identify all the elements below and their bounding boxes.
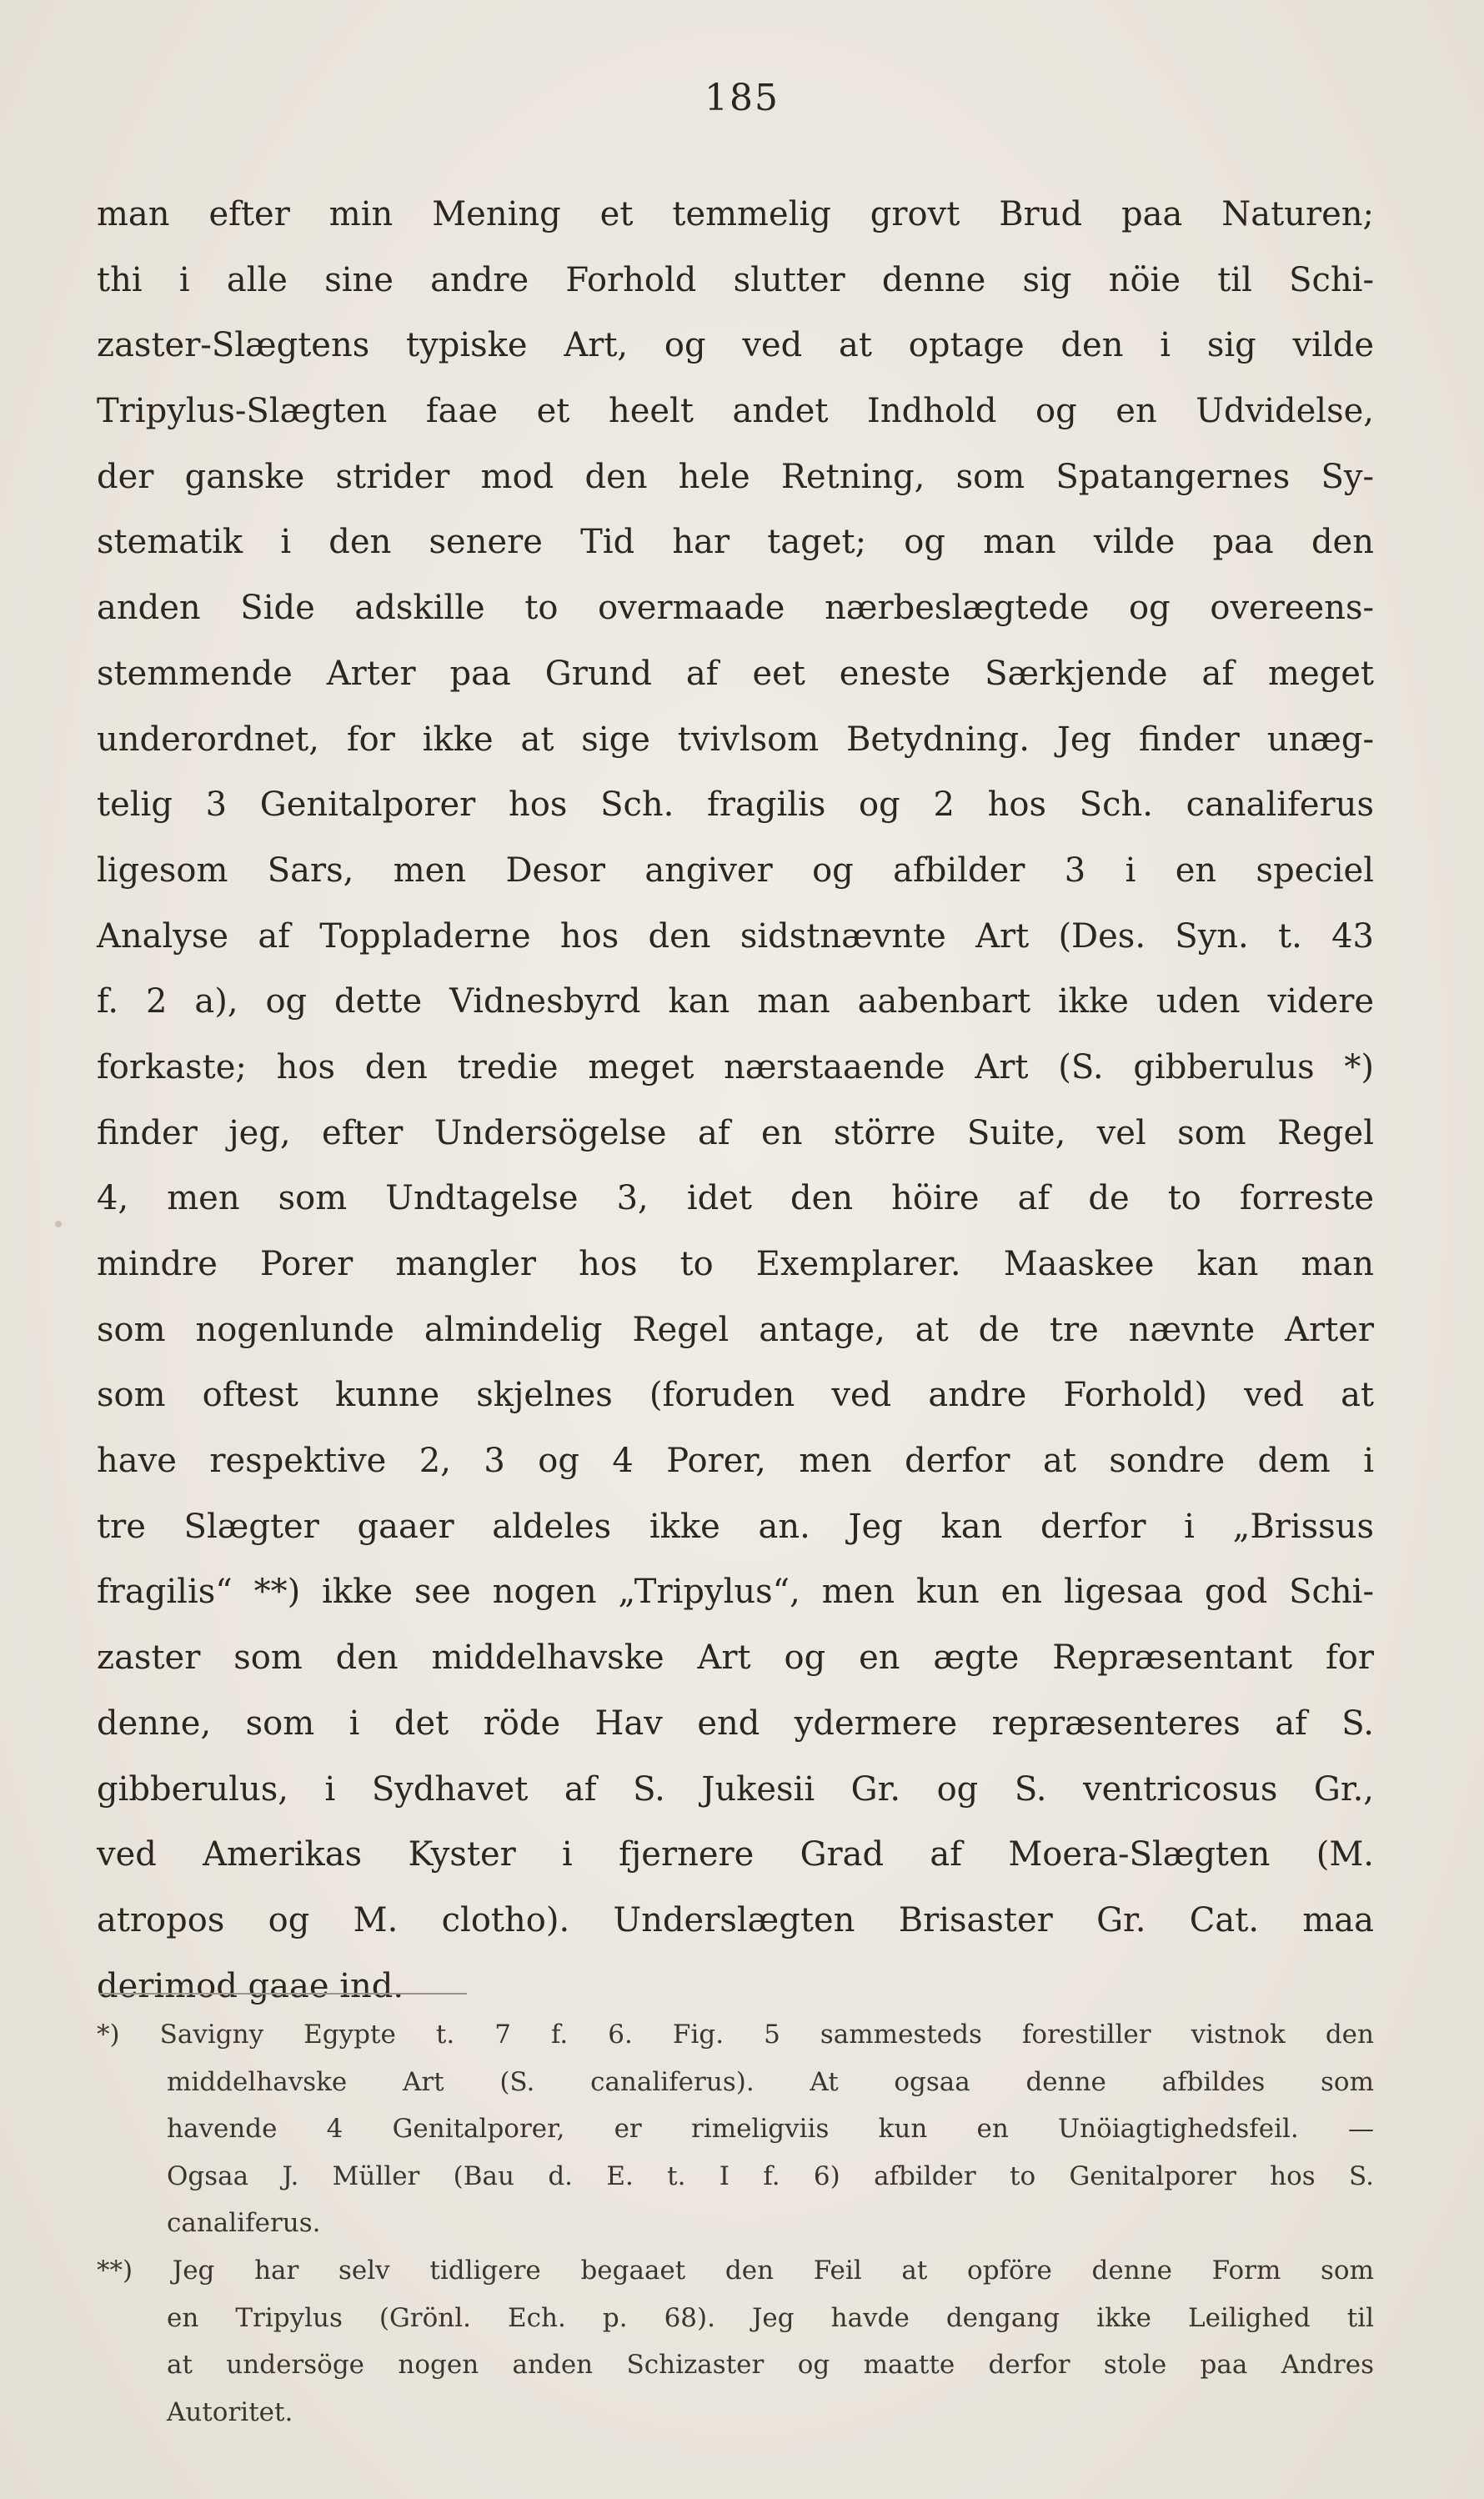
text-line: Analyse af Toppladerne hos den sidstnævnte Art (Des. Syn. t. 43 — [97, 916, 1374, 956]
text-line: stematik i den senere Tid har taget; og man vilde paa den — [97, 523, 1374, 562]
paper-blemish — [55, 1221, 62, 1227]
footnote-line: **) Jeg har selv tidligere begaaet den Feil at opföre denne Form som — [97, 2255, 1374, 2286]
text-line: fragilis“ **) ikke see nogen „Tripylus“, men kun en ligesaa god Schi- — [97, 1573, 1374, 1612]
text-line: anden Side adskille to overmaade nærbeslægtede og overeens- — [97, 589, 1374, 628]
footnote-line: en Tripylus (Grönl. Ech. p. 68). Jeg havde dengang ikke Leilighed til — [167, 2302, 1374, 2333]
text-line: atropos og M. clotho). Underslægten Brisaster Gr. Cat. maa — [97, 1900, 1374, 1939]
text-line: have respektive 2, 3 og 4 Porer, men derfor at sondre dem i — [97, 1442, 1374, 1481]
text-line: Tripylus-Slægten faae et heelt andet Indhold og en Udvidelse, — [97, 392, 1374, 431]
footnote-line: *) Savigny Egypte t. 7 f. 6. Fig. 5 sammesteds forestiller vistnok den — [97, 2020, 1374, 2050]
footnotes — [97, 2011, 1374, 2436]
footnote-line: at undersöge nogen anden Schizaster og maatte derfor stole paa Andres — [167, 2350, 1374, 2381]
text-line: mindre Porer mangler hos to Exemplarer. Maaskee kan man — [97, 1245, 1374, 1283]
text-line: zaster-Slægtens typiske Art, og ved at optage den i sig vilde — [97, 326, 1374, 365]
text-line: ligesom Sars, men Desor angiver og afbilder 3 i en speciel — [97, 851, 1374, 890]
text-line: stemmende Arter paa Grund af eet eneste Særkjende af meget — [97, 654, 1374, 693]
text-line: der ganske strider mod den hele Retning, som Spatangernes Sy- — [97, 457, 1374, 496]
footnote-divider — [100, 1993, 467, 1995]
main-text — [97, 182, 1374, 2019]
text-line: som oftest kunne skjelnes (foruden ved andre Forhold) ved at — [97, 1376, 1374, 1415]
text-line: ved Amerikas Kyster i fjernere Grad af Moera-Slægten (M. — [97, 1835, 1374, 1874]
page-number: 185 — [704, 77, 780, 119]
text-line: telig 3 Genitalporer hos Sch. fragilis og 2 hos Sch. canaliferus — [97, 785, 1374, 825]
text-line: man efter min Mening et temmelig grovt Brud paa Naturen; — [97, 195, 1374, 233]
text-line: 4, men som Undtagelse 3, idet den höire af de to forreste — [97, 1179, 1374, 1218]
text-line: thi i alle sine andre Forhold slutter denne sig nöie til Schi- — [97, 260, 1374, 299]
text-line: f. 2 a), og dette Vidnesbyrd kan man aabenbart ikke uden videre — [97, 982, 1374, 1021]
text-line: finder jeg, efter Undersögelse af en större Suite, vel som Regel — [97, 1113, 1374, 1152]
text-line: underordnet, for ikke at sige tvivlsom Betydning. Jeg finder unæg- — [97, 720, 1374, 759]
footnote-line: Autoritet. — [167, 2396, 293, 2427]
text-line: tre Slægter gaaer aldeles ikke an. Jeg kan derfor i „Brissus — [97, 1507, 1374, 1546]
text-line: gibberulus, i Sydhavet af S. Jukesii Gr. og S. ventricosus Gr., — [97, 1769, 1374, 1809]
footnote-line: middelhavske Art (S. canaliferus). At ogsaa denne afbildes som — [167, 2066, 1374, 2097]
text-line: som nogenlunde almindelig Regel antage, at de tre nævnte Arter — [97, 1310, 1374, 1349]
footnote-line: havende 4 Genitalporer, er rimeligviis kun en Unöiagtighedsfeil. — — [167, 2114, 1374, 2145]
text-line: zaster som den middelhavske Art og en ægte Repræsentant for — [97, 1638, 1374, 1678]
text-line: derimod gaae ind. — [97, 1966, 404, 2005]
text-line: forkaste; hos den tredie meget nærstaaende Art (S. gibberulus *) — [97, 1047, 1374, 1086]
text-line: denne, som i det röde Hav end ydermere repræsenteres af S. — [97, 1704, 1374, 1743]
footnote-line: Ogsaa J. Müller (Bau d. E. t. I f. 6) afbilder to Genitalporer hos S. — [167, 2160, 1374, 2191]
footnote-line: canaliferus. — [167, 2208, 321, 2239]
